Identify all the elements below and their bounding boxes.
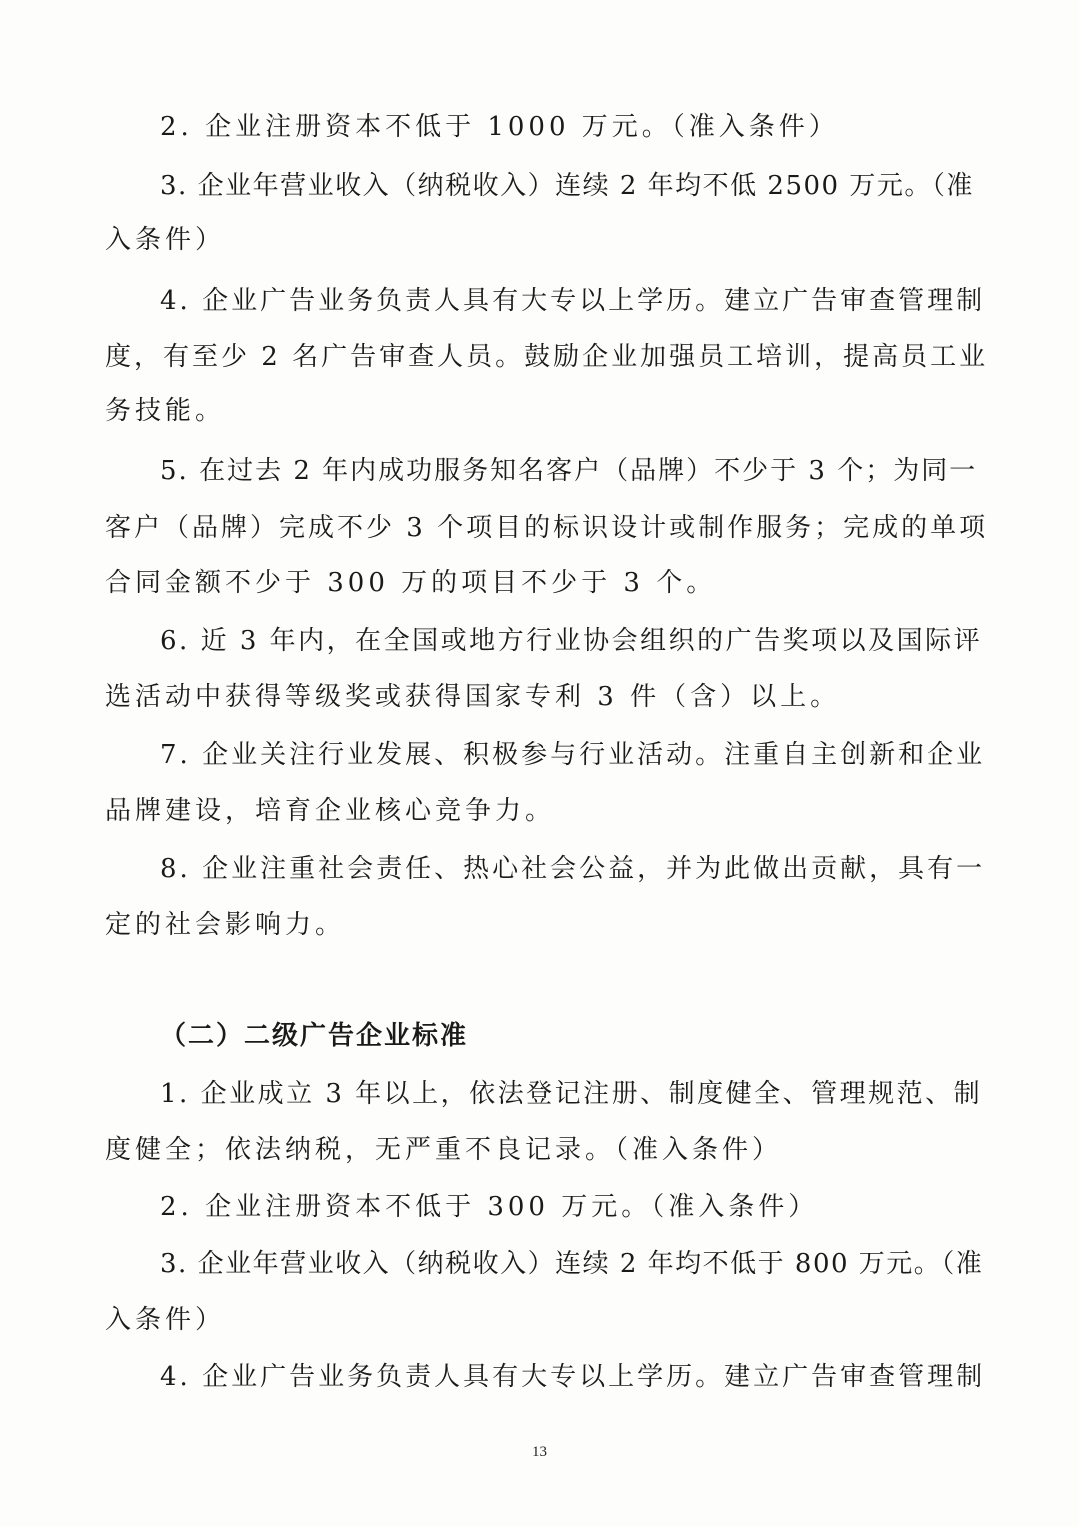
paragraph-line: 4. 企业广告业务负责人具有大专以上学历。建立广告审查管理制 [160, 1362, 986, 1392]
paragraph-line: 1. 企业成立 3 年以上，依法登记注册、制度健全、管理规范、制 [160, 1079, 983, 1109]
paragraph-line: 务技能。 [105, 396, 226, 426]
paragraph-line: 度健全；依法纳税，无严重不良记录。（准入条件） [105, 1135, 783, 1165]
paragraph-line: 品牌建设，培育企业核心竞争力。 [105, 796, 556, 826]
paragraph-line: 客户（品牌）完成不少 3 个项目的标识设计或制作服务；完成的单项 [105, 513, 989, 543]
paragraph-line: 选活动中获得等级奖或获得国家专利 3 件（含）以上。 [105, 682, 841, 712]
paragraph-line: 4. 企业广告业务负责人具有大专以上学历。建立广告审查管理制 [160, 286, 986, 316]
paragraph-line: 度，有至少 2 名广告审查人员。鼓励企业加强员工培训，提高员工业 [105, 342, 989, 372]
paragraph-line: 5. 在过去 2 年内成功服务知名客户（品牌）不少于 3 个；为同一 [160, 456, 978, 486]
paragraph-line: 入条件） [105, 1305, 226, 1335]
paragraph-line: 定的社会影响力。 [105, 910, 346, 940]
paragraph-line: 7. 企业关注行业发展、积极参与行业活动。注重自主创新和企业 [160, 740, 986, 770]
paragraph-line: 入条件） [105, 225, 226, 255]
paragraph-line: 合同金额不少于 300 万的项目不少于 3 个。 [105, 568, 717, 598]
paragraph-line: 2. 企业注册资本不低于 1000 万元。（准入条件） [160, 112, 839, 142]
paragraph-line: 8. 企业注重社会责任、热心社会公益，并为此做出贡献，具有一 [160, 854, 986, 884]
section-heading: （二）二级广告企业标准 [160, 1021, 469, 1051]
page-number: 13 [532, 1444, 547, 1460]
paragraph-line: 2. 企业注册资本不低于 300 万元。（准入条件） [160, 1192, 819, 1222]
paragraph-line: 3. 企业年营业收入（纳税收入）连续 2 年均不低 2500 万元。（准 [160, 171, 974, 201]
paragraph-line: 6. 近 3 年内，在全国或地方行业协会组织的广告奖项以及国际评 [160, 626, 983, 656]
paragraph-line: 3. 企业年营业收入（纳税收入）连续 2 年均不低于 800 万元。（准 [160, 1249, 984, 1279]
